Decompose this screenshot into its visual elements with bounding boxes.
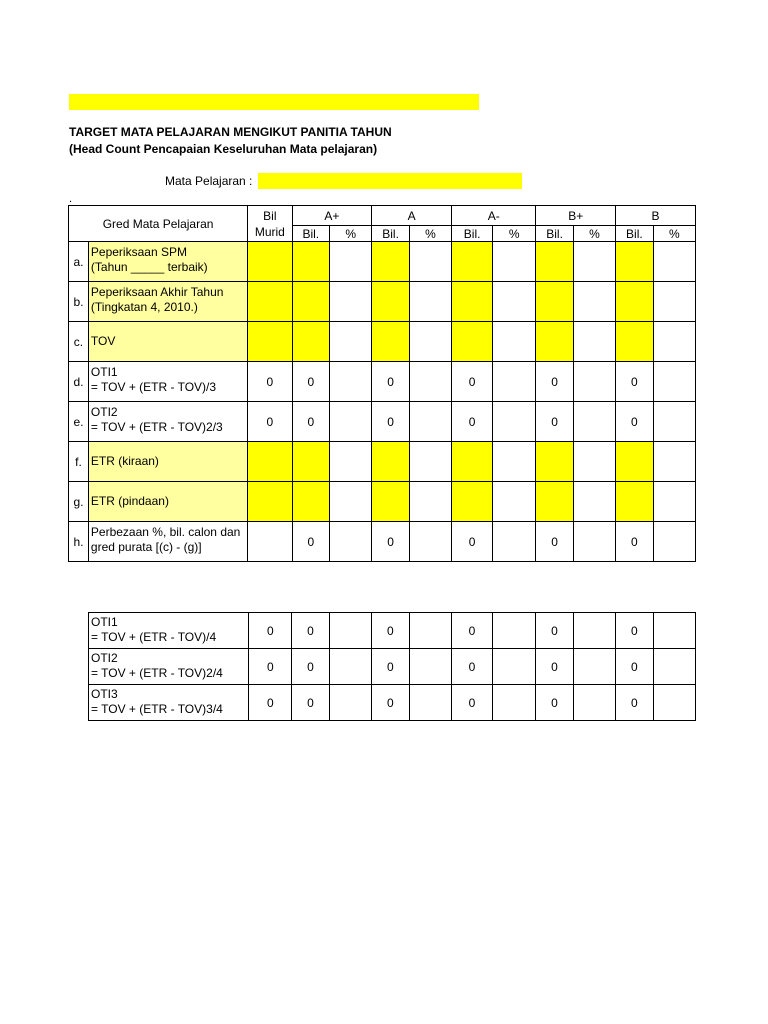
row-description: Perbezaan %, bil. calon dan gred purata [(c) - (g)] bbox=[88, 522, 247, 562]
data-cell[interactable] bbox=[573, 362, 615, 402]
data-cell[interactable] bbox=[653, 649, 696, 685]
data-cell[interactable] bbox=[409, 242, 451, 282]
table-row bbox=[69, 482, 696, 522]
data-cell[interactable] bbox=[493, 442, 536, 482]
row-description: OTI1 = TOV + (ETR - TOV)/3 bbox=[88, 362, 247, 402]
data-cell[interactable] bbox=[493, 362, 536, 402]
data-cell[interactable] bbox=[329, 649, 371, 685]
table-row bbox=[69, 242, 696, 282]
data-cell[interactable] bbox=[536, 282, 574, 322]
data-cell[interactable] bbox=[330, 322, 372, 362]
data-cell[interactable] bbox=[493, 282, 536, 322]
data-cell[interactable]: 0 bbox=[536, 649, 573, 685]
data-cell[interactable] bbox=[493, 482, 536, 522]
table-row bbox=[69, 322, 696, 362]
data-cell[interactable] bbox=[409, 402, 451, 442]
data-cell[interactable]: 0 bbox=[292, 362, 330, 402]
data-cell[interactable] bbox=[248, 282, 292, 322]
table-row bbox=[69, 402, 696, 442]
data-cell[interactable] bbox=[653, 482, 695, 522]
data-cell[interactable] bbox=[616, 242, 654, 282]
data-cell[interactable] bbox=[493, 522, 536, 562]
data-cell[interactable]: 0 bbox=[249, 613, 292, 649]
data-cell[interactable] bbox=[452, 322, 493, 362]
data-cell[interactable] bbox=[536, 242, 574, 282]
data-cell[interactable]: 0 bbox=[616, 649, 653, 685]
data-cell[interactable]: 0 bbox=[372, 362, 410, 402]
data-cell[interactable] bbox=[573, 522, 615, 562]
data-cell[interactable] bbox=[330, 362, 372, 402]
data-cell[interactable]: 0 bbox=[372, 402, 410, 442]
data-cell[interactable]: 0 bbox=[616, 402, 654, 442]
data-cell[interactable]: 0 bbox=[451, 649, 492, 685]
data-cell[interactable] bbox=[330, 282, 372, 322]
data-cell[interactable] bbox=[329, 685, 371, 721]
data-cell[interactable]: 0 bbox=[616, 613, 653, 649]
grade-header: A+ bbox=[292, 206, 372, 226]
data-cell[interactable] bbox=[653, 613, 696, 649]
data-cell[interactable] bbox=[493, 242, 536, 282]
data-cell[interactable]: 0 bbox=[292, 613, 329, 649]
row-letter: g. bbox=[69, 482, 89, 522]
row-description: OTI3 = TOV + (ETR - TOV)3/4 bbox=[89, 685, 249, 721]
grade-header: A bbox=[372, 206, 452, 226]
data-cell[interactable] bbox=[573, 685, 615, 721]
data-cell[interactable]: 0 bbox=[616, 522, 654, 562]
row-description: OTI2 = TOV + (ETR - TOV)2/4 bbox=[89, 649, 249, 685]
data-cell[interactable] bbox=[292, 482, 330, 522]
data-cell[interactable]: 0 bbox=[536, 362, 574, 402]
row-letter: c. bbox=[69, 322, 89, 362]
data-cell[interactable] bbox=[452, 242, 493, 282]
data-cell[interactable] bbox=[653, 402, 695, 442]
table-row bbox=[89, 685, 696, 721]
table-row bbox=[69, 282, 696, 322]
percent-subheader: % bbox=[409, 226, 451, 242]
percent-subheader: % bbox=[493, 226, 536, 242]
data-cell[interactable] bbox=[409, 649, 451, 685]
oti-table bbox=[88, 612, 696, 721]
data-cell[interactable] bbox=[372, 442, 410, 482]
data-cell[interactable]: 0 bbox=[536, 685, 573, 721]
data-cell[interactable]: 0 bbox=[248, 402, 292, 442]
data-cell[interactable] bbox=[292, 282, 330, 322]
gred-header: Gred Mata Pelajaran bbox=[69, 206, 248, 242]
data-cell[interactable] bbox=[409, 482, 451, 522]
data-cell[interactable] bbox=[248, 482, 292, 522]
data-cell[interactable] bbox=[330, 442, 372, 482]
data-cell[interactable] bbox=[653, 362, 695, 402]
data-cell[interactable] bbox=[330, 482, 372, 522]
data-cell[interactable] bbox=[292, 442, 330, 482]
percent-subheader: % bbox=[653, 226, 695, 242]
data-cell[interactable] bbox=[372, 282, 410, 322]
row-description: OTI2 = TOV + (ETR - TOV)2/3 bbox=[88, 402, 247, 442]
data-cell[interactable]: 0 bbox=[292, 685, 329, 721]
data-cell[interactable]: 0 bbox=[452, 402, 493, 442]
data-cell[interactable] bbox=[409, 282, 451, 322]
data-cell[interactable]: 0 bbox=[292, 649, 329, 685]
page-subtitle: (Head Count Pencapaian Keseluruhan Mata pelajaran) bbox=[69, 142, 378, 156]
data-cell[interactable] bbox=[573, 613, 615, 649]
data-cell[interactable]: 0 bbox=[452, 522, 493, 562]
data-cell[interactable] bbox=[329, 613, 371, 649]
table-row bbox=[89, 649, 696, 685]
target-table bbox=[68, 205, 696, 562]
grade-header: B+ bbox=[536, 206, 616, 226]
data-cell[interactable] bbox=[616, 442, 654, 482]
data-cell[interactable] bbox=[653, 282, 695, 322]
row-description: ETR (pindaan) bbox=[88, 482, 247, 522]
table-row bbox=[69, 442, 696, 482]
data-cell[interactable]: 0 bbox=[249, 685, 292, 721]
grade-header: A- bbox=[452, 206, 536, 226]
data-cell[interactable]: 0 bbox=[372, 522, 410, 562]
data-cell[interactable]: 0 bbox=[536, 613, 573, 649]
data-cell[interactable] bbox=[616, 322, 654, 362]
row-letter: d. bbox=[69, 362, 89, 402]
grade-header: B bbox=[616, 206, 696, 226]
data-cell[interactable] bbox=[573, 482, 615, 522]
data-cell[interactable] bbox=[573, 649, 615, 685]
data-cell[interactable] bbox=[653, 442, 695, 482]
row-letter: a. bbox=[69, 242, 89, 282]
bil-subheader: Bil. bbox=[452, 226, 493, 242]
percent-subheader: % bbox=[330, 226, 372, 242]
row-description: Peperiksaan Akhir Tahun (Tingkatan 4, 2010.) bbox=[88, 282, 247, 322]
data-cell[interactable] bbox=[330, 402, 372, 442]
row-description: TOV bbox=[88, 322, 247, 362]
bil-subheader: Bil. bbox=[616, 226, 654, 242]
data-cell[interactable] bbox=[248, 522, 292, 562]
data-cell[interactable] bbox=[330, 242, 372, 282]
data-cell[interactable]: 0 bbox=[372, 649, 409, 685]
data-cell[interactable] bbox=[493, 322, 536, 362]
data-cell[interactable]: 0 bbox=[536, 522, 574, 562]
row-letter: f. bbox=[69, 442, 89, 482]
data-cell[interactable] bbox=[492, 649, 535, 685]
data-cell[interactable] bbox=[536, 322, 574, 362]
page-title: TARGET MATA PELAJARAN MENGIKUT PANITIA TAHUN bbox=[69, 125, 392, 139]
data-cell[interactable] bbox=[616, 482, 654, 522]
data-cell[interactable] bbox=[452, 482, 493, 522]
data-cell[interactable] bbox=[372, 322, 410, 362]
data-cell[interactable] bbox=[653, 685, 696, 721]
data-cell[interactable]: 0 bbox=[616, 685, 653, 721]
bil-murid-header: Bil Murid bbox=[248, 206, 292, 242]
table-row bbox=[69, 362, 696, 402]
data-cell[interactable] bbox=[409, 685, 451, 721]
data-cell[interactable]: 0 bbox=[616, 362, 654, 402]
data-cell[interactable] bbox=[492, 613, 535, 649]
data-cell[interactable]: 0 bbox=[372, 685, 409, 721]
data-cell[interactable] bbox=[409, 322, 451, 362]
data-cell[interactable]: 0 bbox=[292, 402, 330, 442]
row-description: OTI1 = TOV + (ETR - TOV)/4 bbox=[89, 613, 249, 649]
data-cell[interactable]: 0 bbox=[536, 402, 574, 442]
data-cell[interactable] bbox=[536, 482, 574, 522]
data-cell[interactable] bbox=[292, 242, 330, 282]
data-cell[interactable] bbox=[409, 522, 451, 562]
data-cell[interactable]: 0 bbox=[292, 522, 330, 562]
data-cell[interactable] bbox=[573, 322, 615, 362]
data-cell[interactable] bbox=[573, 242, 615, 282]
data-cell[interactable] bbox=[248, 242, 292, 282]
row-description: Peperiksaan SPM (Tahun _____ terbaik) bbox=[88, 242, 247, 282]
data-cell[interactable] bbox=[493, 402, 536, 442]
data-cell[interactable] bbox=[653, 322, 695, 362]
table-row bbox=[89, 613, 696, 649]
data-cell[interactable] bbox=[330, 522, 372, 562]
percent-subheader: % bbox=[573, 226, 615, 242]
data-cell[interactable] bbox=[372, 482, 410, 522]
dot-marker: . bbox=[69, 193, 73, 205]
data-cell[interactable] bbox=[248, 322, 292, 362]
data-cell[interactable] bbox=[452, 282, 493, 322]
data-cell[interactable] bbox=[409, 613, 451, 649]
data-cell[interactable] bbox=[616, 282, 654, 322]
data-cell[interactable] bbox=[292, 322, 330, 362]
subject-label: Mata Pelajaran : bbox=[165, 174, 253, 188]
data-cell[interactable]: 0 bbox=[248, 362, 292, 402]
data-cell[interactable] bbox=[653, 242, 695, 282]
data-cell[interactable] bbox=[409, 442, 451, 482]
bil-subheader: Bil. bbox=[292, 226, 330, 242]
data-cell[interactable] bbox=[573, 442, 615, 482]
row-letter: h. bbox=[69, 522, 89, 562]
data-cell[interactable]: 0 bbox=[451, 685, 492, 721]
data-cell[interactable] bbox=[573, 282, 615, 322]
data-cell[interactable] bbox=[492, 685, 535, 721]
data-cell[interactable] bbox=[372, 242, 410, 282]
data-cell[interactable]: 0 bbox=[372, 613, 409, 649]
row-letter: e. bbox=[69, 402, 89, 442]
data-cell[interactable]: 0 bbox=[451, 613, 492, 649]
row-description: ETR (kiraan) bbox=[88, 442, 247, 482]
table-row bbox=[69, 522, 696, 562]
data-cell[interactable] bbox=[536, 442, 574, 482]
data-cell[interactable] bbox=[452, 442, 493, 482]
data-cell[interactable] bbox=[409, 362, 451, 402]
data-cell[interactable] bbox=[653, 522, 695, 562]
bil-subheader: Bil. bbox=[372, 226, 410, 242]
data-cell[interactable]: 0 bbox=[452, 362, 493, 402]
data-cell[interactable] bbox=[573, 402, 615, 442]
data-cell[interactable]: 0 bbox=[249, 649, 292, 685]
bil-subheader: Bil. bbox=[536, 226, 574, 242]
data-cell[interactable] bbox=[248, 442, 292, 482]
header-row bbox=[69, 206, 696, 226]
row-letter: b. bbox=[69, 282, 89, 322]
